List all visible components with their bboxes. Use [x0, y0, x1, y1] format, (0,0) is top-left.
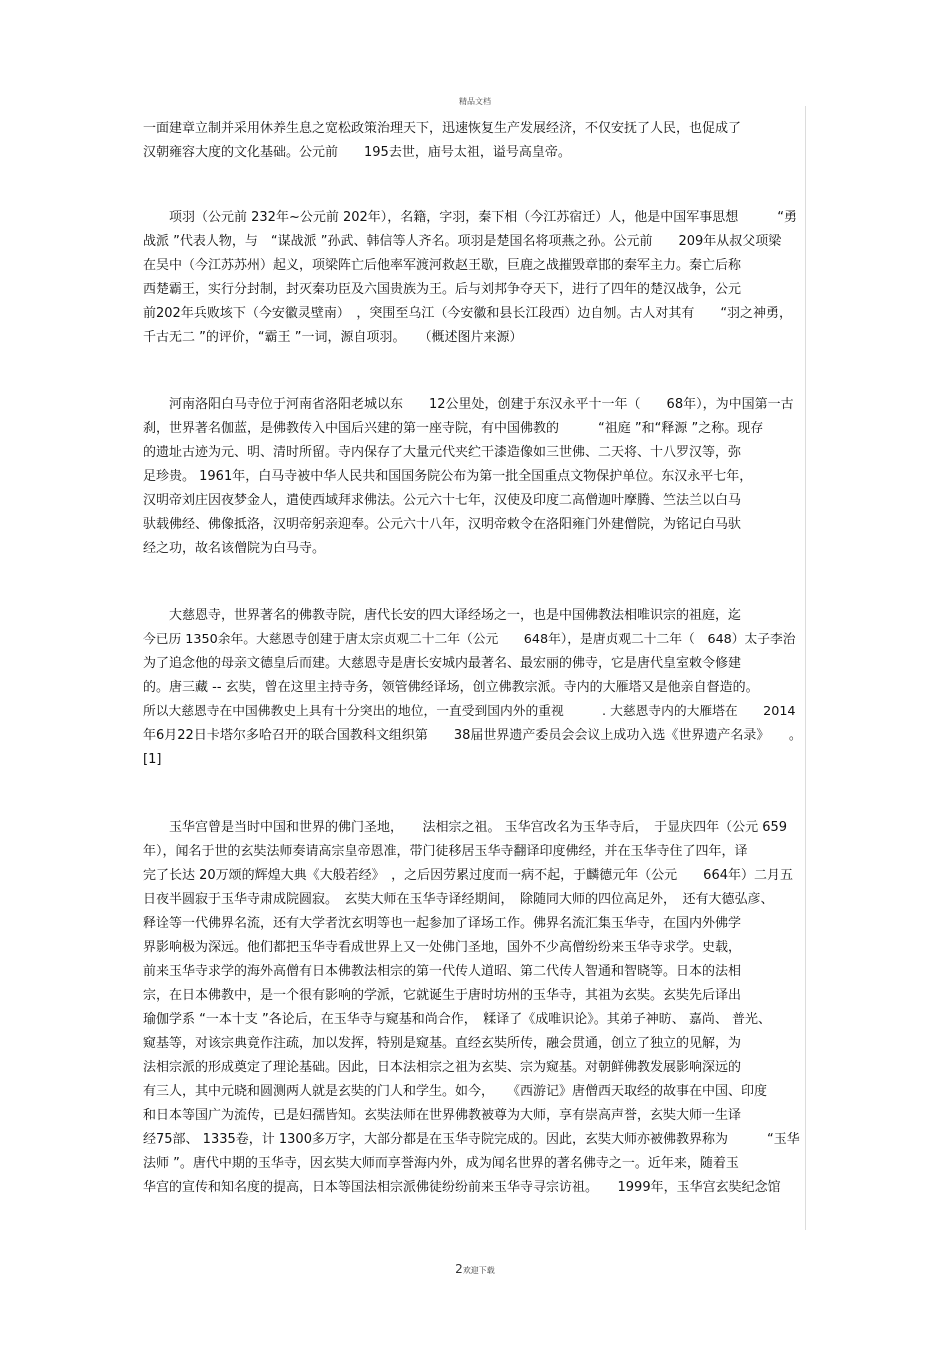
margin-line — [805, 106, 806, 1230]
text-line: 经75部、 1335卷，计 1300多万字，大部分都是在玉华寺院完成的。因此，玄奘大师亦被佛教界称为 “玉华 — [143, 1132, 800, 1147]
text-line: 和日本等国广为流传，已是妇孺皆知。玄奘法师在世界佛教被尊为大师，享有崇高声誉，玄奘大师一生译 — [143, 1108, 742, 1123]
text-line: 战派 ”代表人物，与 “谋战派 ”孙武、韩信等人齐名。项羽是楚国名将项燕之孙。公元前 209年从叔父项梁 — [143, 234, 782, 249]
text-line: 前202年兵败垓下（今安徽灵壁南） ，突围至乌江（今安徽和县长江段西）边自刎。古人对其有 “羽之神勇， — [143, 306, 793, 321]
text-line: 项羽（公元前 232年~公元前 202年），名籍，字羽，秦下相（今江苏宿迁）人，他是中国军事思想 “勇 — [143, 210, 798, 225]
text-line: 法相宗派的形成奠定了理论基础。因此，日本法相宗之祖为玄奘、宗为窥基。对朝鲜佛教发展影响深远的 — [143, 1060, 742, 1075]
text-line: 刹，世界著名伽蓝，是佛教传入中国后兴建的第一座寺院，有中国佛教的 “祖庭 ”和“释源 ”之称。现存 — [143, 421, 764, 436]
text-line: 在吴中（今江苏苏州）起义，项梁阵亡后他率军渡河救赵王歇，巨鹿之战摧毁章邯的秦军主力。秦亡后称 — [143, 258, 742, 273]
text-line: 年），闻名于世的玄奘法师奏请高宗皇帝恩准，带门徒移居玉华寺翻译印度佛经，并在玉华寺住了四年，译 — [143, 844, 748, 859]
text-line: 经之功，故名该僧院为白马寺。 — [143, 541, 326, 556]
text-line: 大慈恩寺，世界著名的佛教寺院，唐代长安的四大译经场之一，也是中国佛教法相唯识宗的祖庭，迄 — [143, 608, 742, 623]
text-line: 的。唐三藏 -- 玄奘，曾在这里主持寺务，领管佛经译场，创立佛教宗派。寺内的大雁塔又是他亲自督造的。 — [143, 680, 759, 695]
text-line: 今已历 1350余年。大慈恩寺创建于唐太宗贞观二十二年（公元 648年），是唐贞观二十二年（ 648）太子李治 — [143, 632, 796, 647]
text-line: 千古无二 ”的评价，“霸王 ”一词，源自项羽。 （概述图片来源） — [143, 330, 523, 345]
text-line: 西楚霸王，实行分封制，封灭秦功臣及六国贵族为王。后与刘邦争夺天下，进行了四年的楚汉战争，公元 — [143, 282, 742, 297]
text-line: 玉华宫曾是当时中国和世界的佛门圣地， 法相宗之祖。 玉华宫改名为玉华寺后， 于显庆四年（公元 659 — [143, 820, 788, 835]
text-line: 所以大慈恩寺在中国佛教史上具有十分突出的地位，一直受到国内外的重视 . 大慈恩寺内的大雁塔在 2014 — [143, 704, 796, 719]
text-line: 一面建章立制并采用休养生息之宽松政策治理天下，迅速恢复生产发展经济，不仅安抚了人民，也促成了 — [143, 121, 742, 136]
page-header: 精品文档 — [459, 97, 491, 106]
text-line: 界影响极为深远。他们都把玉华寺看成世界上又一处佛门圣地，国外不少高僧纷纷来玉华寺求学。史载， — [143, 940, 742, 955]
text-line: 前来玉华寺求学的海外高僧有日本佛教法相宗的第一代传人道昭、第二代传人智通和智晓等。日本的法相 — [143, 964, 742, 979]
text-line: 汉朝雍容大度的文化基础。公元前 195去世，庙号太祖，谥号高皇帝。 — [143, 145, 571, 160]
text-line: 法师 ”。唐代中期的玉华寺，因玄奘大师而享誉海内外，成为闻名世界的著名佛寺之一。近年来，随着玉 — [143, 1156, 739, 1171]
text-line: 华宫的宣传和知名度的提高，日本等国法相宗派佛徒纷纷前来玉华寺寻宗访祖。 1999年，玉华宫玄奘纪念馆 — [143, 1180, 781, 1195]
text-line: 足珍贵。 1961年，白马寺被中华人民共和国国务院公布为第一批全国重点文物保护单位。东汉永平七年， — [143, 469, 753, 484]
text-line: 年6月22日卡塔尔多哈召开的联合国教科文组织第 38届世界遗产委员会会议上成功入选《世界遗产名录》 。 — [143, 728, 802, 743]
text-line: 日夜半圆寂于玉华寺肃成院圆寂。 玄奘大师在玉华寺译经期间， 除随同大师的四位高足外， 还有大德弘彦、 — [143, 892, 774, 907]
text-line: 有三人，其中元晓和圆测两人就是玄奘的门人和学生。如今， 《西游记》唐僧西天取经的故事在中国、印度 — [143, 1084, 768, 1099]
text-line: 的遗址古迹为元、明、清时所留。寺内保存了大量元代夹纻干漆造像如三世佛、二天将、十八罗汉等，弥 — [143, 445, 742, 460]
text-line: 瑜伽学系 “一本十支 ”各论后，在玉华寺与窥基和尚合作， 糅译了《成唯识论》。其弟子神昉、 嘉尚、 普光、 — [143, 1012, 771, 1027]
page-footer — [0, 1262, 950, 1276]
text-line: 完了长达 20万颂的辉煌大典《大般若经》 ，之后因劳累过度而一病不起，于麟德元年（公元 664年）二月五 — [143, 868, 793, 883]
text-line: [1] — [143, 752, 162, 767]
text-line: 窥基等，对该宗典竟作注疏，加以发挥，特别是窥基。直经玄奘所传，融会贯通，创立了独立的见解，为 — [143, 1036, 742, 1051]
text-line: 释诠等一代佛界名流，还有大学者沈玄明等也一起参加了译场工作。佛界名流汇集玉华寺，在国内外佛学 — [143, 916, 742, 931]
text-line: 河南洛阳白马寺位于河南省洛阳老城以东 12公里处，创建于东汉永平十一年（ 68年），为中国第一古 — [143, 397, 794, 412]
text-line: 宗，在日本佛教中，是一个很有影响的学派，它就诞生于唐时坊州的玉华寺，其祖为玄奘。玄奘先后译出 — [143, 988, 742, 1003]
text-line: 为了追念他的母亲文德皇后而建。大慈恩寺是唐长安城内最著名、最宏丽的佛寺，它是唐代皇室敕令修建 — [143, 656, 742, 671]
page-number: 2 — [455, 1262, 463, 1276]
footer-text: 欢迎下载 — [462, 1266, 495, 1275]
text-line: 汉明帝刘庄因夜梦金人，遣使西域拜求佛法。公元六十七年，汉使及印度二高僧迦叶摩腾、竺法兰以白马 — [143, 493, 742, 508]
text-line: 驮载佛经、佛像抵洛，汉明帝躬亲迎奉。公元六十八年，汉明帝敕令在洛阳雍门外建僧院，为铭记白马驮 — [143, 517, 742, 532]
